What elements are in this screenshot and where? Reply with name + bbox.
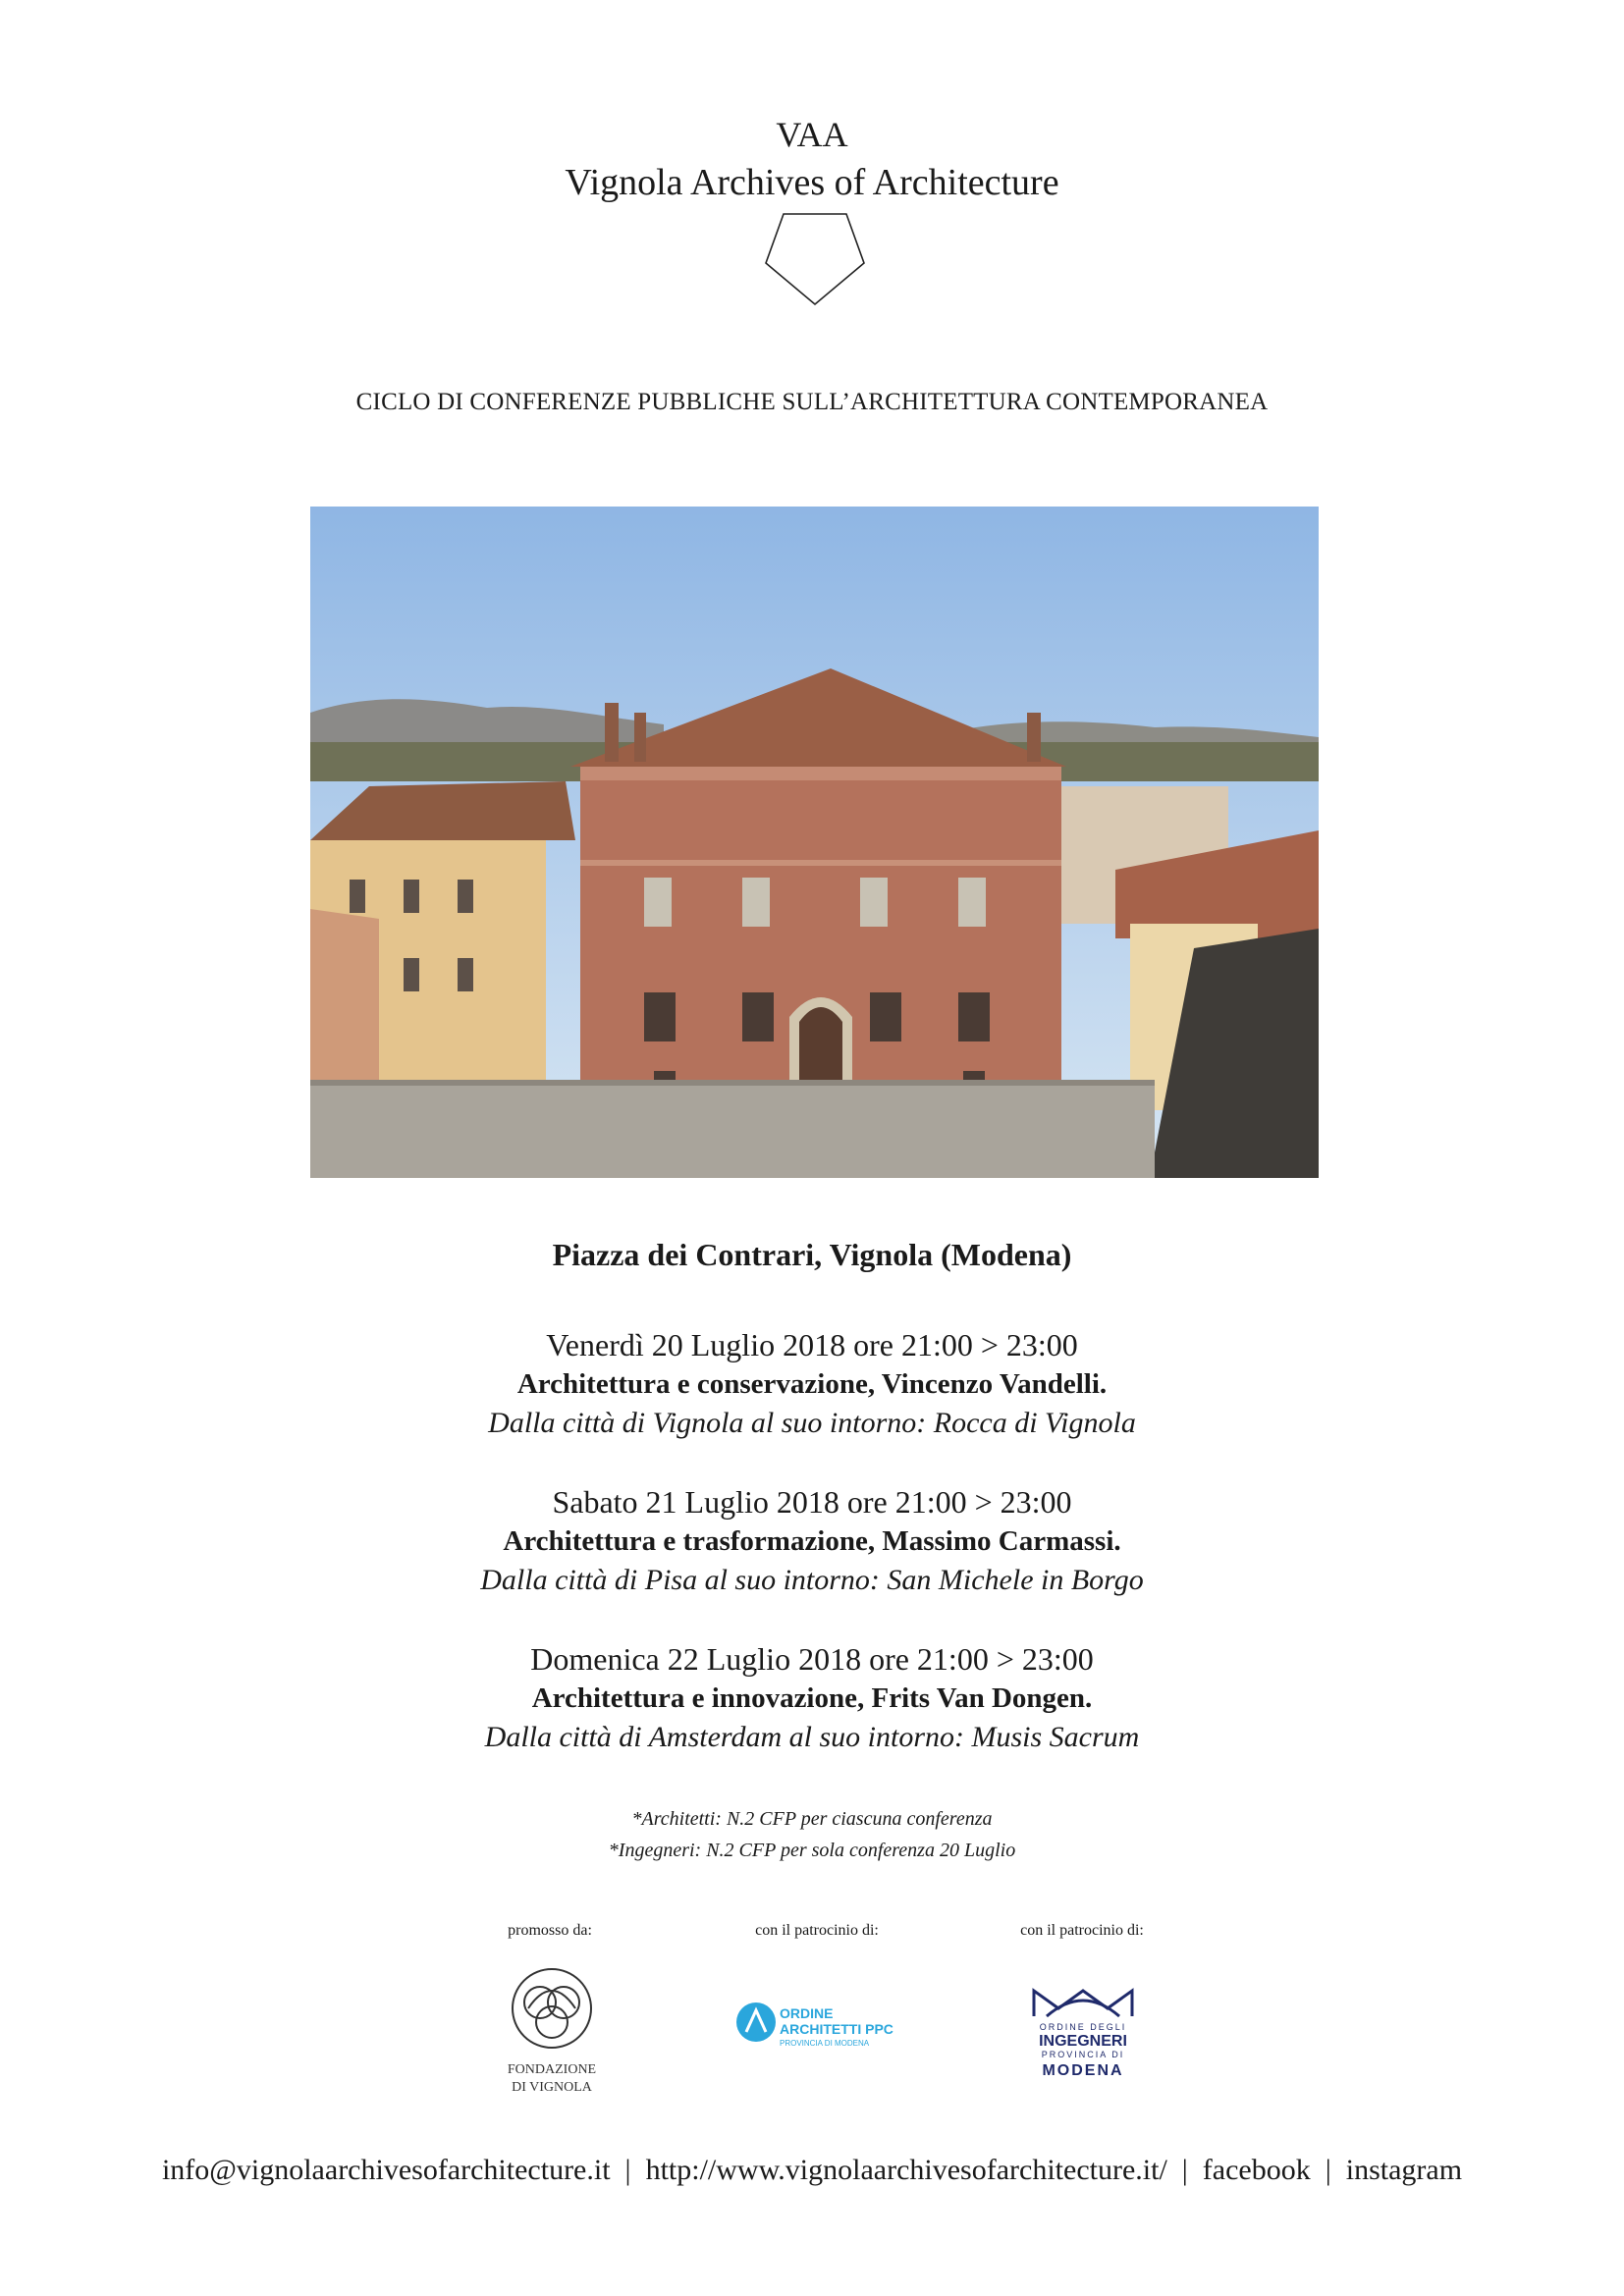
svg-text:INGEGNERI: INGEGNERI	[1039, 2033, 1127, 2050]
event-3	[0, 1639, 1624, 1757]
event-subtitle: Dalla città di Vignola al suo intorno: Rocca di Vignola	[488, 1407, 1136, 1439]
svg-text:ORDINE: ORDINE	[780, 2005, 834, 2021]
svg-text:DI VIGNOLA: DI VIGNOLA	[512, 2080, 592, 2095]
svg-text:FONDAZIONE: FONDAZIONE	[507, 2062, 597, 2077]
patronage-label: con il patrocinio di:	[1020, 1922, 1144, 1939]
fondazione-di-vignola-logo	[493, 1963, 611, 2099]
event-subtitle: Dalla città di Amsterdam al suo intorno: Musis Sacrum	[484, 1721, 1140, 1753]
patronage-label: con il patrocinio di:	[755, 1922, 879, 1939]
event-title: Architettura e innovazione, Frits Van Dongen.	[531, 1682, 1093, 1714]
event-2	[0, 1482, 1624, 1600]
separator: |	[1166, 2154, 1203, 2186]
venue-title: Piazza dei Contrari, Vignola (Modena)	[552, 1237, 1072, 1272]
ordine-architetti-logo	[734, 1997, 903, 2056]
svg-text:PROVINCIA DI MODENA: PROVINCIA DI MODENA	[780, 2039, 870, 2048]
instagram-link[interactable]: instagram	[1345, 2154, 1463, 2186]
promoted-by-label: promosso da:	[508, 1922, 592, 1939]
event-date: Domenica 22 Luglio 2018 ore 21:00 > 23:00	[530, 1641, 1094, 1677]
brand-name: Vignola Archives of Architecture	[565, 162, 1059, 203]
pentagon-logo-icon	[764, 212, 866, 306]
footer-contacts	[0, 2154, 1624, 2187]
palazzo-photo	[310, 507, 1319, 1178]
event-1	[0, 1325, 1624, 1443]
series-title: CICLO DI CONFERENZE PUBBLICHE SULL’ARCHITETTURA CONTEMPORANEA	[355, 389, 1269, 415]
svg-text:ARCHITETTI PPC: ARCHITETTI PPC	[780, 2021, 893, 2037]
cfp-note-architects: *Architetti: N.2 CFP per ciascuna conferenza	[631, 1808, 993, 1830]
separator: |	[610, 2154, 646, 2186]
website-link[interactable]: http://www.vignolaarchivesofarchitecture.it/	[645, 2154, 1167, 2186]
svg-text:MODENA: MODENA	[1042, 2062, 1124, 2079]
event-date: Sabato 21 Luglio 2018 ore 21:00 > 23:00	[552, 1484, 1072, 1520]
separator: |	[1310, 2154, 1346, 2186]
email-link[interactable]: info@vignolaarchivesofarchitecture.it	[161, 2154, 611, 2186]
svg-text:PROVINCIA DI: PROVINCIA DI	[1041, 2050, 1125, 2059]
ordine-ingegneri-logo	[1029, 1985, 1137, 2079]
event-subtitle: Dalla città di Pisa al suo intorno: San Michele in Borgo	[480, 1564, 1144, 1596]
svg-text:ORDINE DEGLI: ORDINE DEGLI	[1039, 2022, 1127, 2032]
event-date: Venerdì 20 Luglio 2018 ore 21:00 > 23:00	[546, 1327, 1078, 1362]
brand-acronym: VAA	[776, 115, 848, 154]
event-title: Architettura e conservazione, Vincenzo Vandelli.	[516, 1368, 1108, 1400]
cfp-note-engineers: *Ingegneri: N.2 CFP per sola conferenza 20 Luglio	[608, 1840, 1016, 1861]
event-title: Architettura e trasformazione, Massimo Carmassi.	[503, 1525, 1121, 1557]
facebook-link[interactable]: facebook	[1202, 2154, 1311, 2186]
